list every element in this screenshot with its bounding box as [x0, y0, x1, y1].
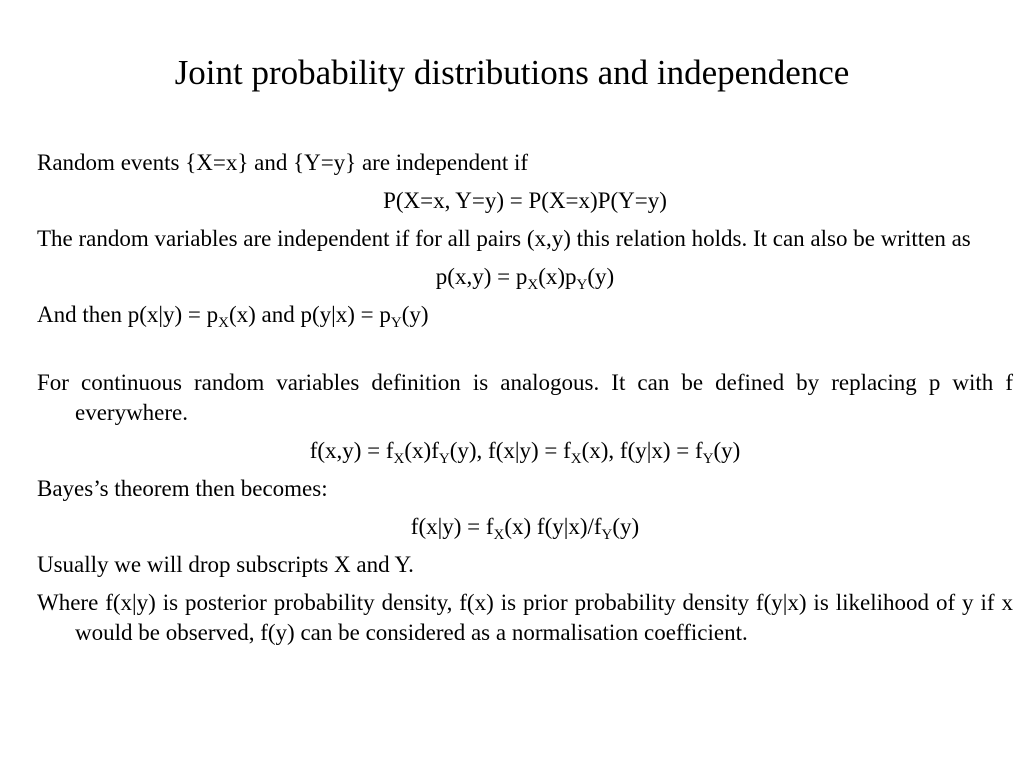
subscript: Y: [438, 451, 450, 467]
slide-title: Joint probability distributions and independence: [174, 53, 850, 92]
formula-continuous: [37, 436, 1013, 466]
subscript: Y: [702, 451, 714, 467]
text-definitions: Where f(x|y) is posterior probability density, f(x) is prior probability density f(y|x) is likelihood of y if x would be observed, f(y) can be considered as a normalisation coefficient.: [37, 590, 1013, 645]
subscript: Y: [576, 277, 588, 293]
formula-part: (x)p: [538, 264, 577, 289]
spacer: [37, 338, 1013, 368]
text-part: (x) and p(y|x) = p: [228, 302, 391, 327]
subscript: Y: [390, 315, 402, 331]
subscript: X: [527, 277, 539, 293]
subscript: Y: [601, 527, 613, 543]
formula-part: (y): [713, 438, 741, 463]
formula-part: (y), f(x|y) = f: [449, 438, 571, 463]
text-conditional: [37, 300, 1013, 330]
formula-part: (y): [612, 514, 640, 539]
formula-bayes: [37, 512, 1013, 542]
formula-part: (x)f: [404, 438, 439, 463]
text-continuous: For continuous random variables definition is analogous. It can be defined by replacing p with f everywhere.: [37, 370, 1013, 425]
slide-body: [37, 148, 1013, 656]
subscript: X: [493, 527, 505, 543]
formula-part: f(x,y) = f: [309, 438, 394, 463]
subscript: X: [570, 451, 582, 467]
text-drop-subscripts: Usually we will drop subscripts X and Y.: [37, 552, 414, 577]
formula-part: (x), f(y|x) = f: [581, 438, 703, 463]
text-part: And then p(x|y) = p: [37, 302, 219, 327]
text-random-variables: The random variables are independent if for all pairs (x,y) this relation holds. It can also be written as: [37, 226, 971, 251]
text-independent-events: Random events {X=x} and {Y=y} are independent if: [37, 150, 529, 175]
formula-part: (x) f(y|x)/f: [504, 514, 602, 539]
formula-event-independence: P(X=x, Y=y) = P(X=x)P(Y=y): [383, 188, 667, 213]
subscript: X: [393, 451, 405, 467]
text-bayes: Bayes’s theorem then becomes:: [37, 476, 328, 501]
subscript: X: [218, 315, 229, 331]
formula-joint-product: [37, 262, 1013, 292]
formula-part: f(x|y) = f: [410, 514, 494, 539]
formula-part: (y): [587, 264, 615, 289]
text-part: (y): [401, 302, 429, 327]
formula-part: p(x,y) = p: [435, 264, 528, 289]
